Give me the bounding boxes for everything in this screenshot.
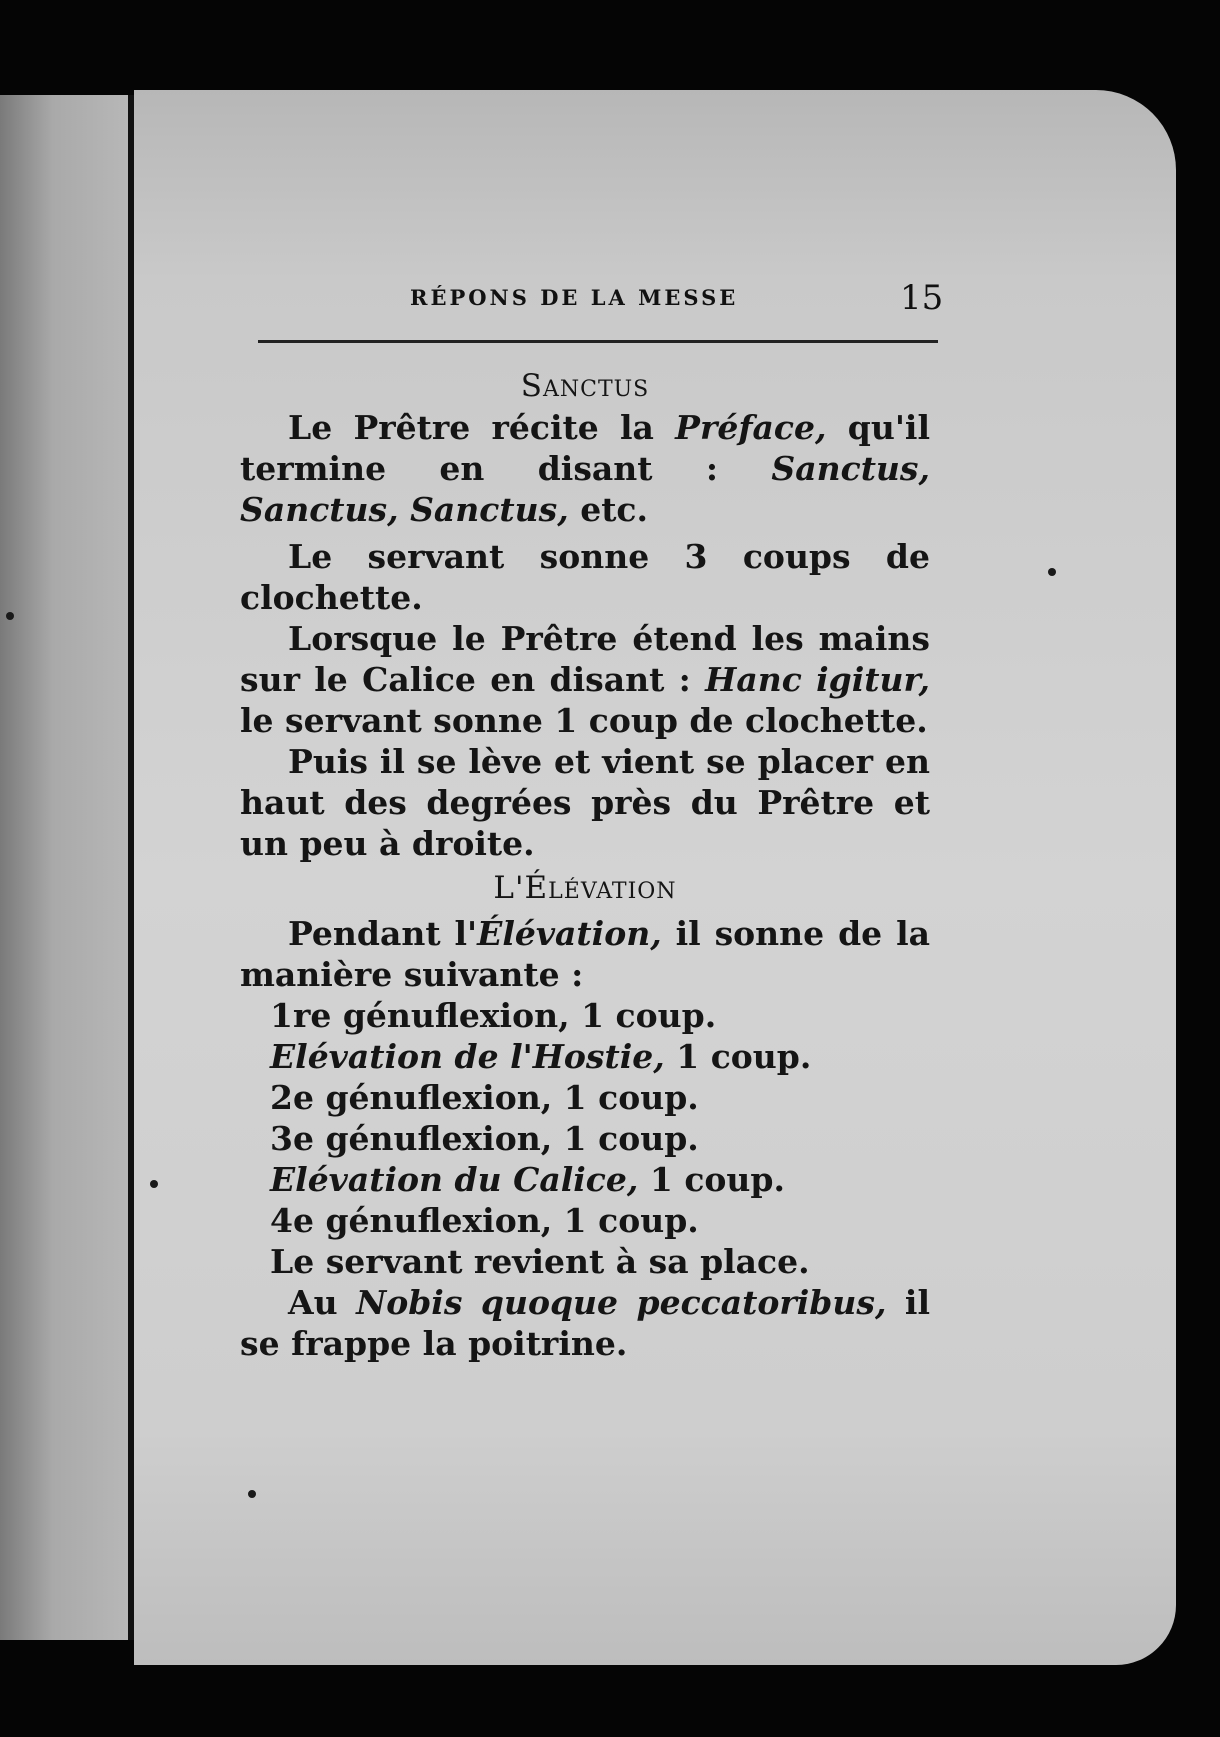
paragraph: Puis il se lève et vient se placer en haut des degrées près du Prêtre et un peu à droite. (240, 742, 930, 863)
facing-page-edge (0, 95, 132, 1640)
section-heading-sanctus: Sanctus (520, 368, 650, 404)
list-item: Elévation de l'Hostie, 1 coup. (270, 1037, 812, 1076)
speck (1048, 568, 1056, 576)
paragraph: Lorsque le Prêtre étend les mains sur le Calice en disant : Hanc igitur, le servant sonne 1 coup de clochette. (240, 619, 930, 740)
speck (6, 612, 14, 620)
page-body (240, 360, 930, 1364)
list-item: 1re génuflexion, 1 coup. (270, 996, 717, 1035)
list-item: 3e génuflexion, 1 coup. (270, 1119, 699, 1158)
list-item: Elévation du Calice, 1 coup. (270, 1160, 785, 1199)
paragraph: Pendant l'Élévation, il sonne de la manière suivante : (240, 914, 930, 994)
header-rule (258, 340, 938, 343)
section-heading-elevation: L'Élévation (493, 870, 677, 906)
list-item: 4e génuflexion, 1 coup. (270, 1201, 699, 1240)
list-item: 2e génuflexion, 1 coup. (270, 1078, 699, 1117)
paragraph: Au Nobis quoque peccatoribus, il se frappe la poitrine. (240, 1283, 930, 1363)
speck (150, 1180, 158, 1188)
paragraph: Le Prêtre récite la Préface, qu'il termine en disant : Sanctus, Sanctus, Sanctus, etc. (240, 408, 930, 529)
speck (248, 1490, 256, 1498)
paragraph: Le servant sonne 3 coups de clochette. (240, 537, 930, 617)
list-item: Le servant revient à sa place. (270, 1242, 810, 1281)
page-gutter (128, 95, 134, 1640)
running-head: RÉPONS DE LA MESSE (410, 285, 739, 310)
page-number: 15 (900, 278, 944, 318)
